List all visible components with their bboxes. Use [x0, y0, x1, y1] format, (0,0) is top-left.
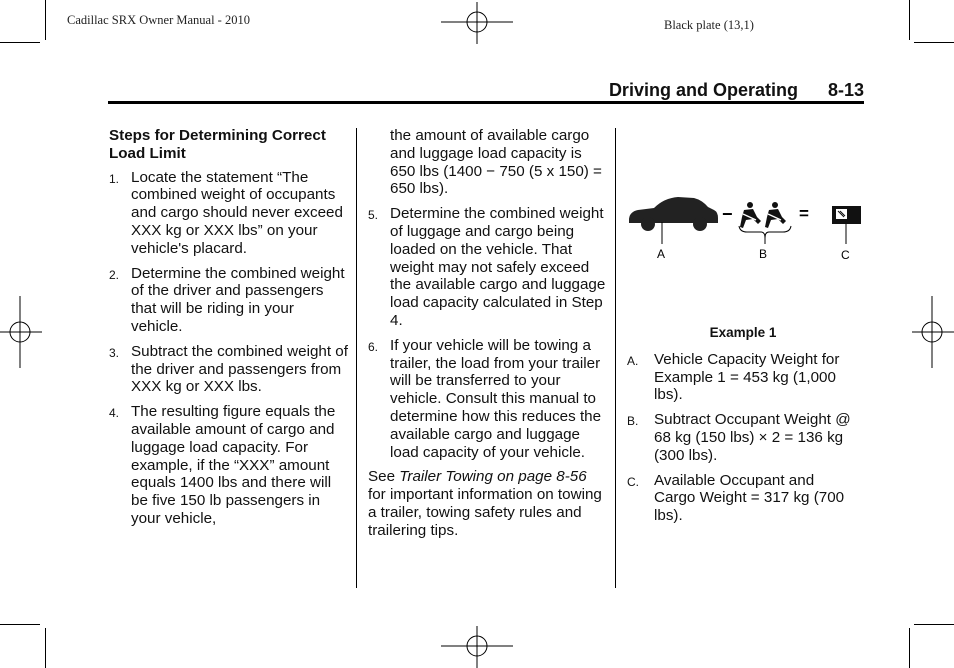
crop-mark — [0, 624, 40, 625]
crop-mark — [0, 42, 40, 43]
occupant-bracket — [739, 226, 791, 238]
step-number: 4. — [109, 406, 120, 421]
example-figure — [626, 192, 866, 264]
step-item — [368, 337, 608, 462]
legend-text: Subtract Occupant Weight @ 68 kg (150 lbs) × 2 = 136 kg (300 lbs). — [654, 411, 851, 464]
registration-mark-icon — [0, 296, 42, 368]
step-item — [109, 265, 349, 336]
step-text: Determine the combined weight of luggage and cargo being loaded on the vehicle. That weight may not safely exceed the available cargo and luggage load capacity calculated in Step 4. — [390, 205, 606, 329]
crop-mark — [914, 624, 954, 625]
cross-reference-link[interactable]: Trailer Towing on page 8-56 — [399, 468, 587, 486]
step-text: Subtract the combined weight of the driver and passengers from XXX kg or XXX lbs. — [131, 342, 348, 396]
registration-mark-icon — [912, 296, 954, 368]
document-title: Cadillac SRX Owner Manual - 2010 — [67, 13, 250, 27]
step-number: 5. — [368, 208, 379, 223]
see-suffix: for important information on towing a trailer, towing safety rules and trailering tips. — [368, 486, 602, 539]
plate-label: Black plate (13,1) — [664, 18, 754, 32]
step-continuation — [368, 127, 608, 198]
section-heading: Steps for Determining Correct Load Limit — [109, 127, 326, 162]
legend-item — [627, 472, 859, 525]
step-text: Determine the combined weight of the driver and passengers that will be riding in your vehicle. — [131, 264, 345, 335]
column-divider — [356, 128, 357, 588]
section-header — [609, 80, 864, 101]
step-text: If your vehicle will be towing a trailer, the load from your trailer will be transferred to your vehicle. Consult this manual to determine how this reduces the available cargo and luggage load capacity of your vehicle. — [390, 336, 602, 461]
crop-mark — [909, 628, 910, 668]
legend-item — [627, 351, 859, 404]
step-item — [368, 205, 608, 330]
column-divider — [615, 128, 616, 588]
see-also-paragraph — [368, 468, 608, 539]
registration-mark-icon — [441, 626, 513, 668]
step-number: 6. — [368, 339, 379, 354]
occupant-icon — [740, 202, 761, 228]
step-number: 1. — [109, 171, 120, 186]
legend-letter: A. — [627, 353, 639, 368]
step-text: Locate the statement “The combined weight of occupants and cargo should never exceed XXX kg or XXX lbs” on your vehicle's placard. — [131, 168, 343, 257]
right-column — [627, 324, 859, 532]
crop-mark — [45, 0, 46, 40]
step-item — [109, 343, 349, 396]
equals-sign: = — [799, 204, 809, 223]
step-item — [109, 169, 349, 258]
legend-letter: C. — [627, 474, 639, 489]
middle-column — [368, 127, 608, 540]
section-title: Driving and Operating — [608, 80, 798, 100]
legend-text: Available Occupant and Cargo Weight = 317 kg (700 lbs). — [654, 471, 845, 525]
step-text: the amount of available cargo and luggage load capacity is 650 lbs (1400 − 750 (5 x 150) = 650 lbs). — [390, 127, 602, 198]
minus-sign: − — [722, 204, 733, 224]
registration-mark-icon — [441, 2, 513, 44]
car-icon — [629, 197, 718, 231]
legend-item — [627, 411, 859, 464]
figure-caption: Example 1 — [709, 325, 777, 340]
header-rule — [108, 101, 864, 104]
crop-mark — [909, 0, 910, 40]
figure-label-a: A — [657, 247, 666, 261]
crop-mark — [914, 42, 954, 43]
luggage-icon — [832, 206, 861, 224]
see-prefix: See — [368, 468, 400, 486]
step-number: 2. — [109, 267, 120, 282]
crop-mark — [45, 628, 46, 668]
step-item — [109, 403, 349, 528]
figure-label-b: B — [759, 247, 768, 261]
left-column — [109, 127, 349, 535]
figure-label-c: C — [841, 248, 850, 262]
step-text: The resulting figure equals the available amount of cargo and luggage load capacity. For example, if the “XXX” amount equals 1400 lbs and there will be five 150 lb passengers in your vehicle, — [131, 403, 336, 527]
legend-letter: B. — [627, 414, 639, 429]
legend-text: Vehicle Capacity Weight for Example 1 = 453 kg (1,000 lbs). — [654, 350, 840, 404]
occupant-icon — [765, 202, 786, 228]
page-number: 8-13 — [827, 80, 864, 100]
step-number: 3. — [109, 345, 120, 360]
